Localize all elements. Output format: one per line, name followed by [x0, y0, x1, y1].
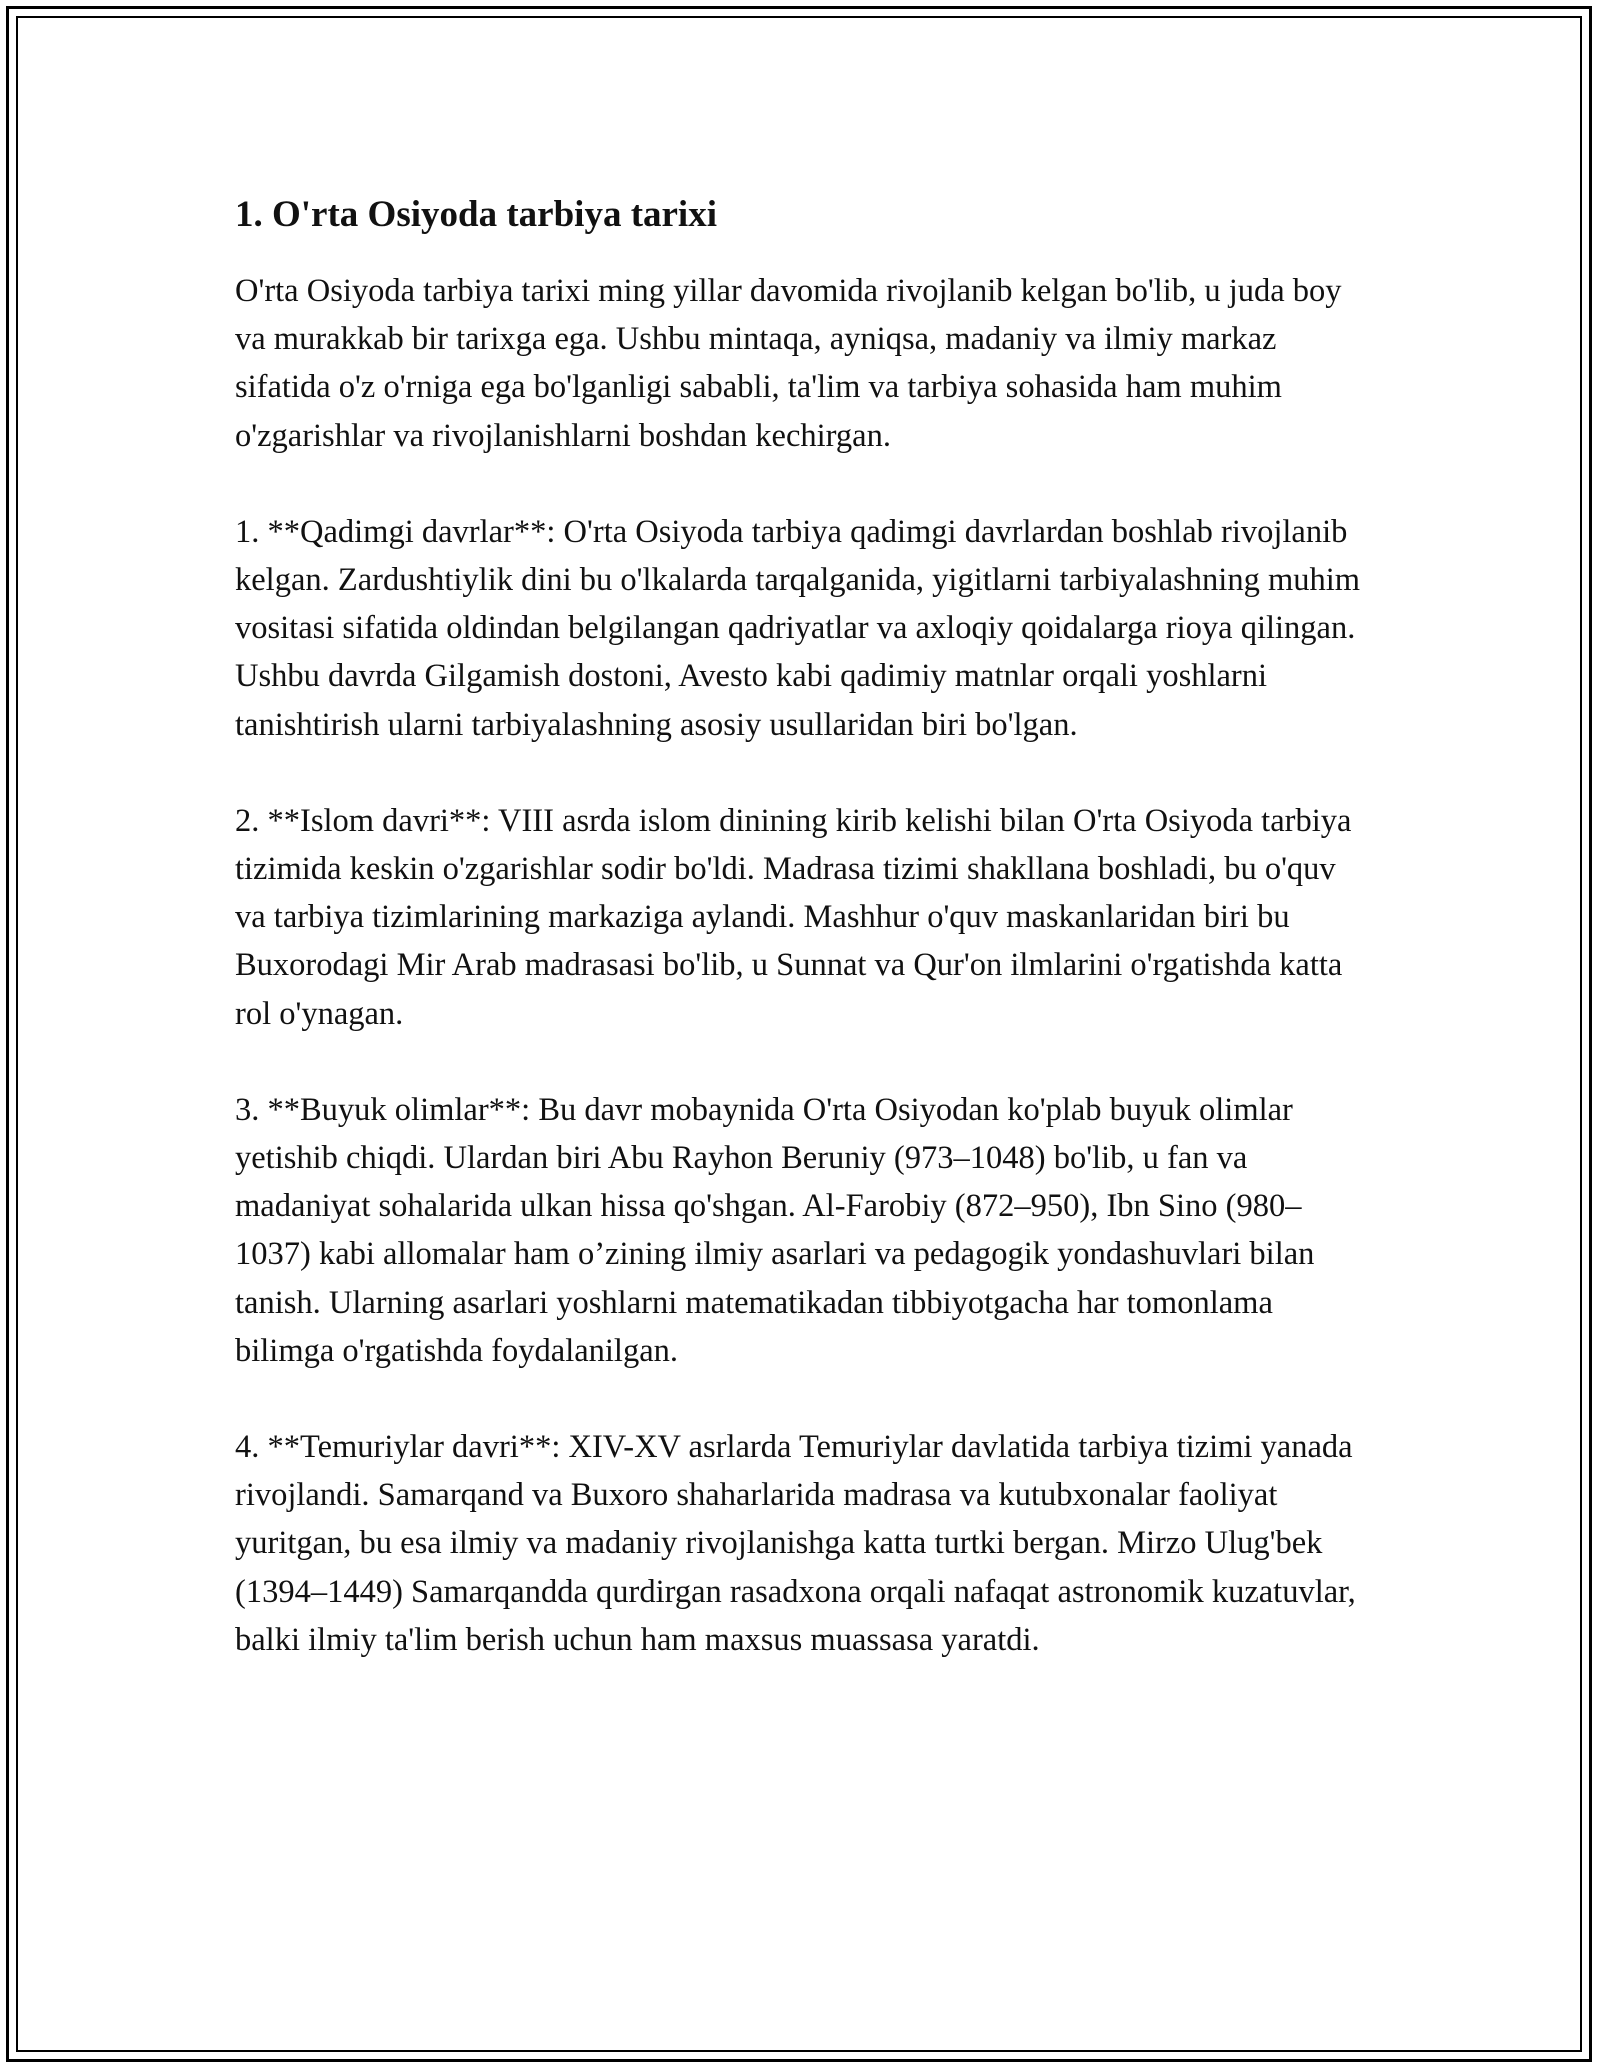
document-body — [235, 185, 1370, 1712]
section-heading: 1. O'rta Osiyoda tarbiya tarixi — [235, 194, 717, 235]
paragraph-islamic-period: 2. **Islom davri**: VIII asrda islom dinining kirib kelishi bilan O'rta Osiyoda tarbiya tizimida keskin o'zgarishlar sodir bo'ldi. Madrasa tizimi shakllana boshladi, bu o'quv va tarbiya tizimlarining markaziga aylandi. Mashhur o'quv maskanlaridan biri bu Buxorodagi Mir Arab madrasasi bo'lib, u Sunnat va Qur'on ilmlarini o'rgatishda katta rol o'ynagan. — [235, 802, 1352, 1032]
paragraph-great-scholars: 3. **Buyuk olimlar**: Bu davr mobaynida O'rta Osiyodan ko'plab buyuk olimlar yetishib chiqdi. Ulardan biri Abu Rayhon Beruniy (973–1048) bo'lib, u fan va madaniyat sohalarida ulkan hissa qo'shgan. Al-Farobiy (872–950), Ibn Sino (980–1037) kabi allomalar ham o’zining ilmiy asarlari va pedagogik yondashuvlari bilan tanish. Ularning asarlari yoshlarni matematikadan tibbiyotgacha har tomonlama bilimga o'rgatishda foydalanilgan. — [235, 1091, 1315, 1369]
paragraph-ancient-period: 1. **Qadimgi davrlar**: O'rta Osiyoda tarbiya qadimgi davrlardan boshlab rivojlanib kelgan. Zardushtiylik dini bu o'lkalarda tarqalganida, yigitlarni tarbiyalashning muhim vositasi sifatida oldindan belgilangan qadriyatlar va axloqiy qoidalarga rioya qilingan. Ushbu davrda Gilgamish dostoni, Avesto kabi qadimiy matnlar orqali yoshlarni tanishtirish ularni tarbiyalashning asosiy usullaridan biri bo'lgan. — [235, 513, 1361, 743]
paragraph-timurid-period: 4. **Temuriylar davri**: XIV-XV asrlarda Temuriylar davlatida tarbiya tizimi yanada rivojlandi. Samarqand va Buxoro shaharlarida madrasa va kutubxonalar faoliyat yuritgan, bu esa ilmiy va madaniy rivojlanishga katta turtki bergan. Mirzo Ulug'bek (1394–1449) Samarqandda qurdirgan rasadxona orqali nafaqat astronomik kuzatuvlar, balki ilmiy ta'lim berish uchun ham maxsus muassasa yaratdi. — [235, 1429, 1356, 1658]
intro-paragraph: O'rta Osiyoda tarbiya tarixi ming yillar davomida rivojlanib kelgan bo'lib, u juda boy va murakkab bir tarixga ega. Ushbu mintaqa, ayniqsa, madaniy va ilmiy markaz sifatida o'z o'rniga ega bo'lganligi sababli, ta'lim va tarbiya sohasida ham muhim o'zgarishlar va rivojlanishlarni boshdan kechirgan. — [235, 273, 1342, 454]
